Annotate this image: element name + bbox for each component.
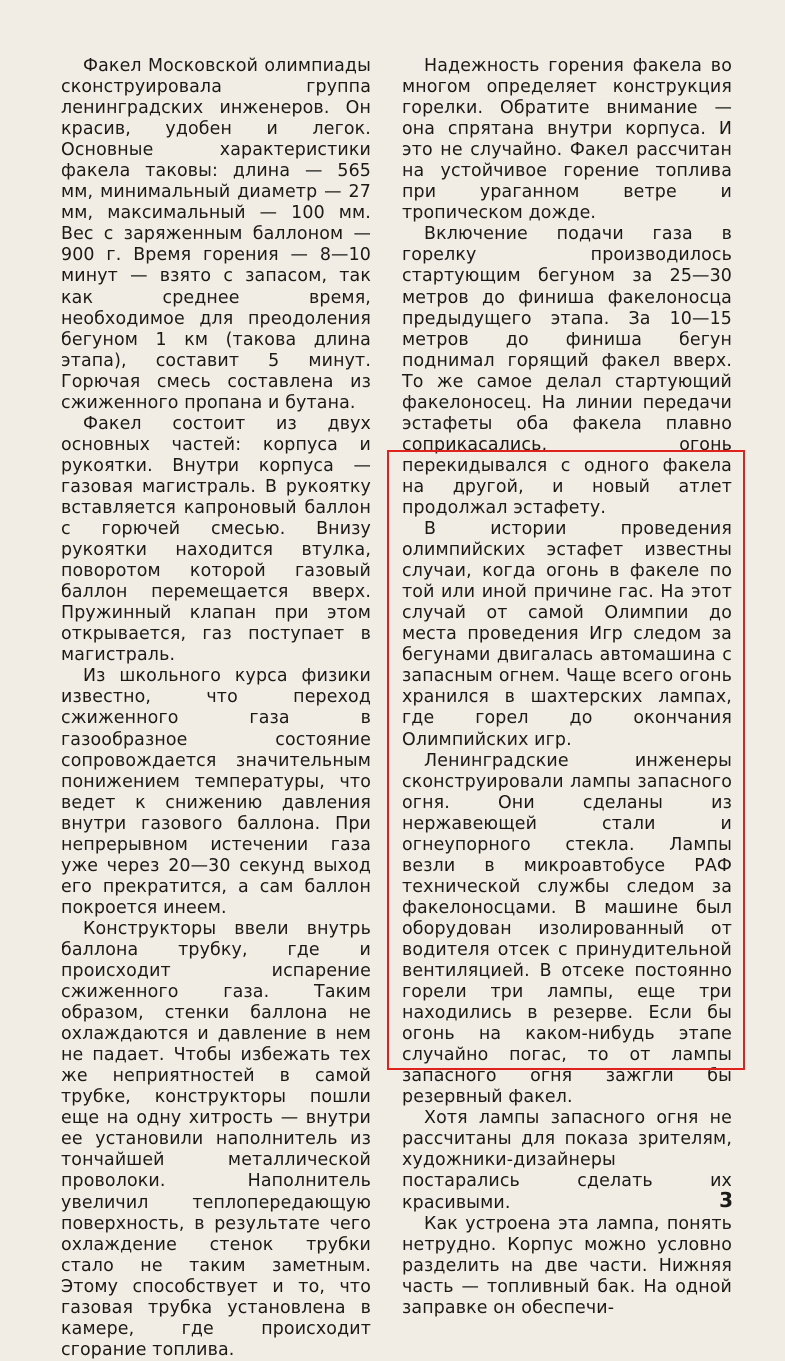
paragraph: Факел состоит из двух основных частей: корпуса и рукоятки. Внутри корпуса — газовая магистраль. В рукоятку вставляется капроновый баллон с горючей смесью. Внизу рукоятки находится втулка, поворотом которой газовый баллон перемещается вверх. Пружинный клапан при этом открывается, газ поступает в магистраль.: [61, 413, 371, 666]
paragraph: Как устроена эта лампа, понять нетрудно. Корпус можно условно разделить на две части. Нижняя часть — топливный бак. На одной заправке он обеспечи-: [402, 1213, 732, 1318]
paragraph: Включение подачи газа в горелку производилось стартующим бегуном за 25—30 метров до финиша факелоносца предыдущего этапа. За 10—15 метров до финиша бегун поднимал горящий факел вверх. То же самое делал стартующий факелоносец. На линии передачи эстафеты оба факела плавно соприкасались, огонь перекидывался с одного факела на другой, и новый атлет продолжал эстафету.: [402, 224, 732, 518]
paragraph: Ленинградские инженеры сконструировали лампы запасного огня. Они сделаны из нержавеющей стали и огнеупорного стекла. Лампы везли в микроавтобусе РАФ технической службы следом за факелоносцами. В машине был оборудован изолированный от водителя отсек с принудительной вентиляцией. В отсеке постоянно горели три лампы, еще три находились в резерве. Если бы огонь на каком-нибудь этапе случайно погас, то от лампы запасного огня зажгли бы резервный факел.: [402, 750, 732, 1108]
paragraph: Конструкторы ввели внутрь баллона трубку, где и происходит испарение сжиженного газа. Таким образом, стенки баллона не охлаждаются и давление в нем не падает. Чтобы избежать тех же неприятностей в самой трубке, конструкторы пошли еще на одну хитрость — внутри ее установили наполнитель из тончайшей металлической проволоки. Наполнитель увеличил теплопередающую поверхность, в результате чего охлаждение стенок трубки стало не таким заметным. Этому способствует и то, что газовая трубка установлена в камере, где происходит сгорание топлива.: [61, 918, 371, 1360]
paragraph: Надежность горения факела во многом определяет конструкция горелки. Обратите внимание — она спрятана внутри корпуса. И это не случайно. Факел рассчитан на устойчивое горение топлива при ураганном ветре и тропическом дожде.: [402, 56, 732, 224]
paragraph: В истории проведения олимпийских эстафет известны случаи, когда огонь в факеле по той или иной причине гас. На этот случай от самой Олимпии до места проведения Игр следом за бегунами двигалась автомашина с запасным огнем. Чаще всего огонь хранился в шахтерских лампах, где горел до окончания Олимпийских игр.: [402, 519, 732, 750]
right-text-column: [402, 56, 732, 1319]
paragraph: Факел Московской олимпиады сконструировала группа ленинградских инженеров. Он красив, удобен и легок. Основные характеристики факела таковы: длина — 565 мм, минимальный диаметр — 27 мм, максимальный — 100 мм. Вес с заряженным баллоном — 900 г. Время горения — 8—10 минут — взято с запасом, так как среднее время, необходимое для преодоления бегуном 1 км (такова длина этапа), составит 5 минут. Горючая смесь составлена из сжиженного пропана и бутана.: [61, 56, 371, 413]
left-text-column: [61, 56, 371, 1361]
page-number: 3: [719, 1188, 733, 1212]
paragraph: Из школьного курса физики известно, что переход сжиженного газа в газообразное состояние сопровождается значительным понижением температуры, что ведет к снижению давления внутри газового баллона. При непрерывном истечении газа уже через 20—30 секунд выход его прекратится, а сам баллон покроется инеем.: [61, 666, 371, 918]
paragraph: Хотя лампы запасного огня не рассчитаны для показа зрителям, художники-дизайнеры постарались сделать их красивыми.: [402, 1108, 732, 1213]
